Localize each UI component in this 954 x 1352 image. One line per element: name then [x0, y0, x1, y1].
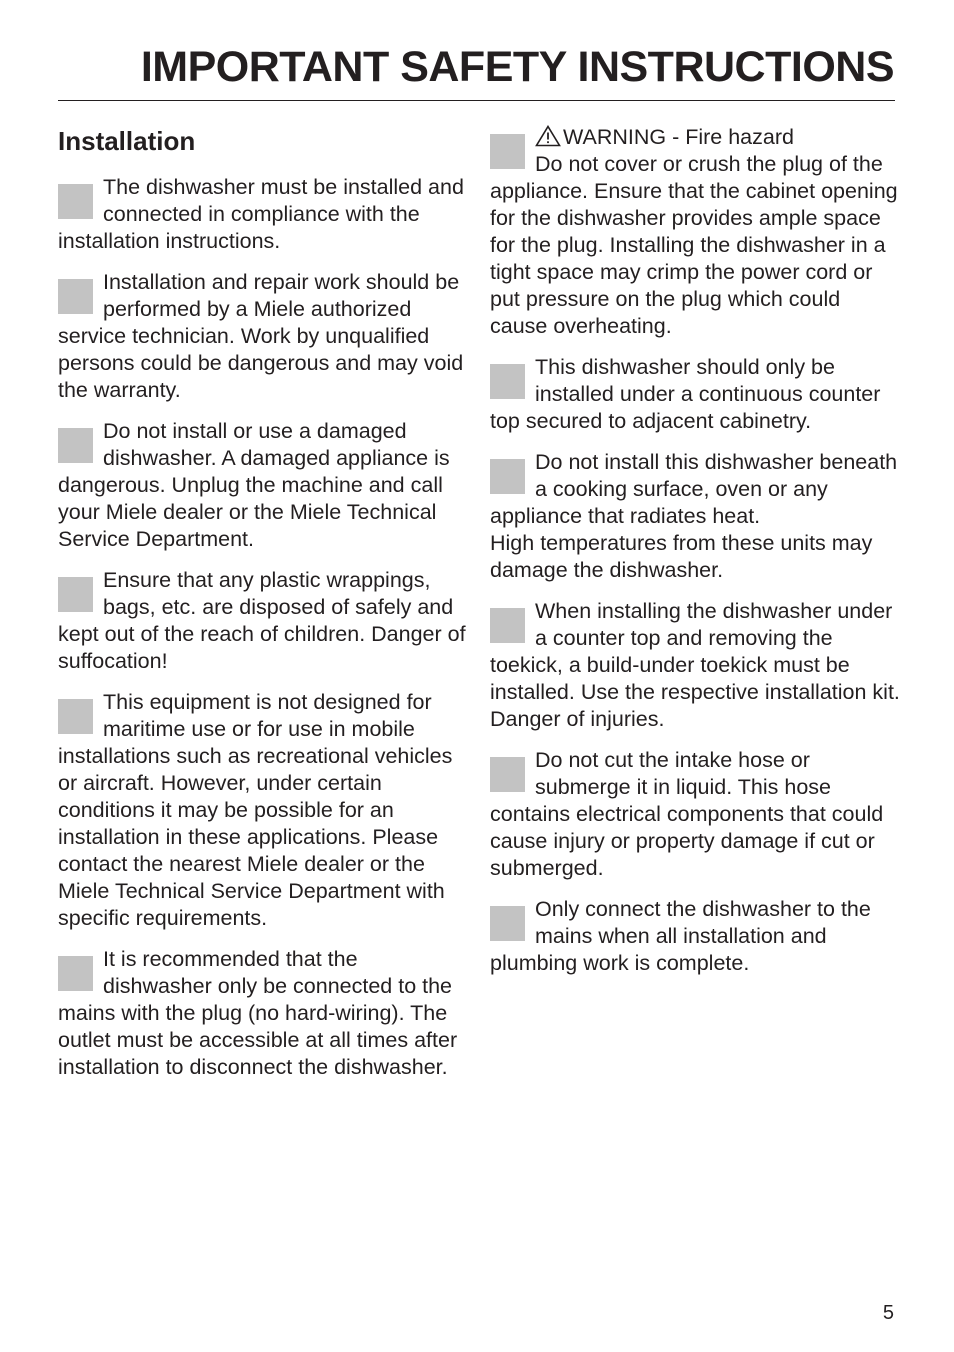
warning-heading	[490, 124, 900, 151]
section-heading-installation: Installation	[58, 126, 196, 156]
instruction-text: This equipment is not designed for maritime use or for use in mobile installations such as recreational vehicles or aircraft. However, under certain conditions it may be possible for an installation in these applications. Please contact the nearest Miele dealer or the Miele Technical Service Department with specific requirements.	[58, 690, 453, 930]
bullet-marker	[490, 364, 525, 399]
bullet-marker	[490, 459, 525, 494]
instruction-item	[58, 946, 468, 1081]
title-rule	[58, 100, 895, 101]
right-column	[490, 124, 900, 991]
instruction-text: Do not cut the intake hose or submerge it in liquid. This hose contains electrical components that could cause injury or property damage if cut or submerged.	[490, 748, 884, 880]
instruction-item	[490, 896, 900, 977]
instruction-item	[58, 418, 468, 553]
instruction-text: It is recommended that the dishwasher only be connected to the mains with the plug (no hard-wiring). The outlet must be accessible at all times after installation to disconnect the dishwasher.	[58, 947, 458, 1079]
instruction-item	[490, 598, 900, 733]
warning-triangle-icon	[535, 125, 561, 147]
instruction-item	[58, 269, 468, 404]
instruction-text-continued: High temperatures from these units may damage the dishwasher.	[490, 531, 873, 582]
instruction-text: The dishwasher must be installed and connected in compliance with the installation instructions.	[58, 175, 464, 253]
instruction-text: Ensure that any plastic wrappings, bags, etc. are disposed of safely and kept out of the reach of children. Danger of suffocation!	[58, 568, 466, 673]
instruction-text: Do not install this dishwasher beneath a cooking surface, oven or any appliance that radiates heat.	[490, 450, 898, 528]
bullet-marker	[58, 428, 93, 463]
bullet-marker	[490, 906, 525, 941]
instruction-text: Only connect the dishwasher to the mains when all installation and plumbing work is complete.	[490, 897, 871, 975]
page-title: IMPORTANT SAFETY INSTRUCTIONS	[140, 43, 894, 91]
bullet-marker	[58, 699, 93, 734]
instruction-text: When installing the dishwasher under a counter top and removing the toekick, a build-under toekick must be installed. Use the respective installation kit. Danger of injuries.	[490, 599, 900, 731]
bullet-marker	[490, 608, 525, 643]
instruction-item	[58, 689, 468, 932]
instruction-text: Do not install or use a damaged dishwasher. A damaged appliance is dangerous. Unplug the machine and call your Miele dealer or the Miele Technical Service Department.	[58, 419, 450, 551]
bullet-marker	[490, 757, 525, 792]
instruction-item	[58, 174, 468, 255]
warning-item	[490, 124, 900, 340]
instruction-item	[490, 354, 900, 435]
warning-label: WARNING - Fire hazard	[563, 125, 794, 149]
warning-text: Do not cover or crush the plug of the appliance. Ensure that the cabinet opening for the dishwasher provides ample space for the plug. Installing the dishwasher in a tight space may crimp the power cord or put pressure on the plug which could cause overheating.	[490, 152, 898, 338]
page-number: 5	[882, 1302, 894, 1324]
bullet-marker	[58, 577, 93, 612]
instruction-item	[490, 747, 900, 882]
instruction-item	[58, 567, 468, 675]
bullet-marker	[58, 184, 93, 219]
bullet-marker	[58, 956, 93, 991]
bullet-marker	[490, 134, 525, 169]
left-column	[58, 124, 468, 1095]
bullet-marker	[58, 279, 93, 314]
instruction-text: This dishwasher should only be installed under a continuous counter top secured to adjacent cabinetry.	[490, 355, 881, 433]
instruction-item	[490, 449, 900, 584]
instruction-text: Installation and repair work should be performed by a Miele authorized service technician. Work by unqualified persons could be dangerous and may void the warranty.	[58, 270, 464, 402]
